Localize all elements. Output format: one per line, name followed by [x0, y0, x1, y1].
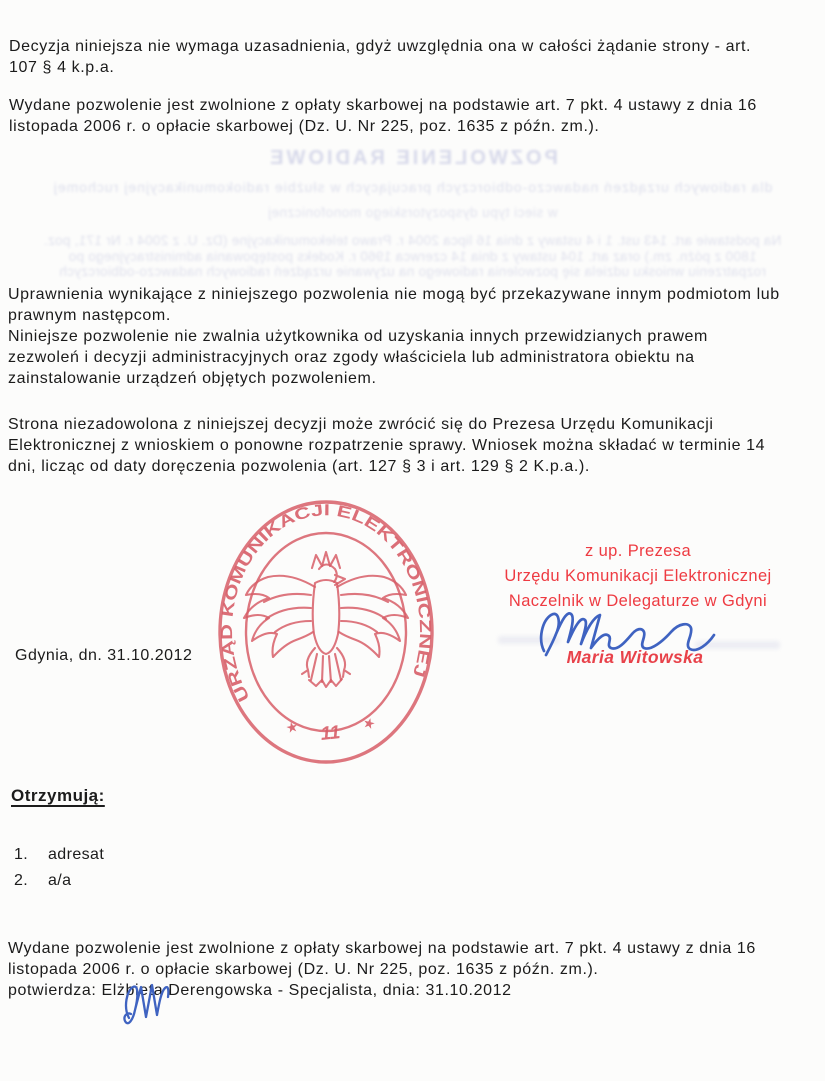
- list-item-number: 1.: [14, 846, 29, 863]
- bleedthrough-paragraph: [0, 233, 825, 280]
- para-transfer-restrictions: [8, 284, 780, 389]
- footer-signature-squiggle: [118, 980, 176, 1030]
- bleedthrough-line: Na podstawie art. 143 ust. 1 i 4 ustawy z dnia 16 lipca 2004 r. Prawo telekomunikacyjne (Dz. U. z 2004 r. Nr 171, poz.: [43, 233, 782, 248]
- authority-line: Urzędu Komunikacji Elektronicznej: [504, 567, 772, 585]
- bleedthrough-text: [0, 147, 825, 280]
- list-item-label: adresat: [48, 846, 105, 863]
- text-line: Uprawnienia wynikające z niniejszego pozwolenia nie mogą być przekazywane innym podmiotom lub: [8, 286, 780, 303]
- authority-line: z up. Prezesa: [584, 542, 692, 560]
- text-line: Wydane pozwolenie jest zwolnione z opłaty skarbowej na podstawie art. 7 pkt. 4 ustawy z dnia 16: [9, 97, 757, 114]
- text-line: Strona niezadowolona z niniejszej decyzji może zwrócić się do Prezesa Urzędu Komunikacji: [8, 416, 714, 433]
- bleedthrough-line: w sieci typu dyspozytorskiego monofonicznej: [267, 205, 558, 220]
- text-line: Wydane pozwolenie jest zwolnione z opłaty skarbowej na podstawie art. 7 pkt. 4 ustawy z dnia 16: [8, 940, 756, 957]
- text-line: Niniejsze pozwolenie nie zwalnia użytkownika od uzyskania innych przewidzianych prawem: [8, 328, 708, 345]
- text-line: listopada 2006 r. o opłacie skarbowej (Dz. U. Nr 225, poz. 1635 z późn. zm.).: [8, 961, 599, 978]
- list-item: [14, 868, 104, 894]
- text-line: Decyzja niniejsza nie wymaga uzasadnienia, gdyż uwzględnia ona w całości żądanie strony - art.: [9, 38, 752, 55]
- bleedthrough-heading: POZWOLENIE RADIOWE: [267, 147, 558, 169]
- list-item: [14, 842, 104, 868]
- stamp-ring-text: URZĄD KOMUNIKACJI ELEKTRONICZNEJ: [218, 502, 434, 705]
- list-item-number: 2.: [14, 872, 29, 889]
- text-line: dni, licząc od daty doręczenia pozwolenia (art. 127 § 3 i art. 129 § 2 K.p.a.).: [8, 458, 590, 475]
- text-line: prawnym następcom.: [8, 307, 171, 324]
- para-appeal-rights: [8, 414, 765, 477]
- stamp-star-left: ★: [284, 717, 300, 737]
- list-item-label: a/a: [48, 872, 72, 889]
- signatory-name: Maria Witowska: [566, 647, 704, 667]
- signature-stroke: [118, 980, 176, 1030]
- text-line: zezwoleń i decyzji administracyjnych oraz zgody właściciela lub administratora obiektu na: [8, 349, 695, 366]
- recipients-heading: Otrzymują:: [11, 786, 105, 805]
- eagle-icon: [244, 552, 408, 687]
- text-line: listopada 2006 r. o opłacie skarbowej (Dz. U. Nr 225, poz. 1635 z późn. zm.).: [9, 118, 600, 135]
- text-line: 107 § 4 k.p.a.: [9, 59, 115, 76]
- official-stamp: [213, 497, 439, 767]
- authority-line: Naczelnik w Delegaturze w Gdyni: [508, 592, 768, 610]
- stamp-graphic: [213, 497, 439, 767]
- confirmation-line: potwierdza: Elżbieta Derengowska - Specjalista, dnia: 31.10.2012: [8, 982, 512, 999]
- text-line: Elektronicznej z wnioskiem o ponowne rozpatrzenie sprawy. Wniosek można składać w terminie 14: [8, 437, 766, 454]
- bleedthrough-line: rozpatrzeniu wniosku udziela się pozwolenia radiowego na używanie urządzeń radiowych nadawczo-odbiorczych: [59, 264, 766, 279]
- place-date: Gdynia, dn. 31.10.2012: [15, 647, 193, 664]
- recipients-list: [14, 842, 104, 894]
- para-fee-exemption-top: [9, 95, 757, 137]
- bleedthrough-line: dla radiowych urządzeń nadawczo-odbiorczych pracujących w służbie radiokomunikacyjnej ruchomej: [52, 179, 773, 195]
- bleedthrough-line: 1800 z późn. zm.) oraz art. 104 ustawy z dnia 14 czerwca 1960 r. Kodeks postępowania administracyjnego po: [68, 248, 757, 264]
- stamp-star-right: ★: [361, 713, 378, 733]
- text-line: zainstalowanie urządzeń objętych pozwoleniem.: [8, 370, 377, 387]
- stamp-number: 11: [319, 722, 342, 746]
- para-no-justification: [9, 36, 751, 78]
